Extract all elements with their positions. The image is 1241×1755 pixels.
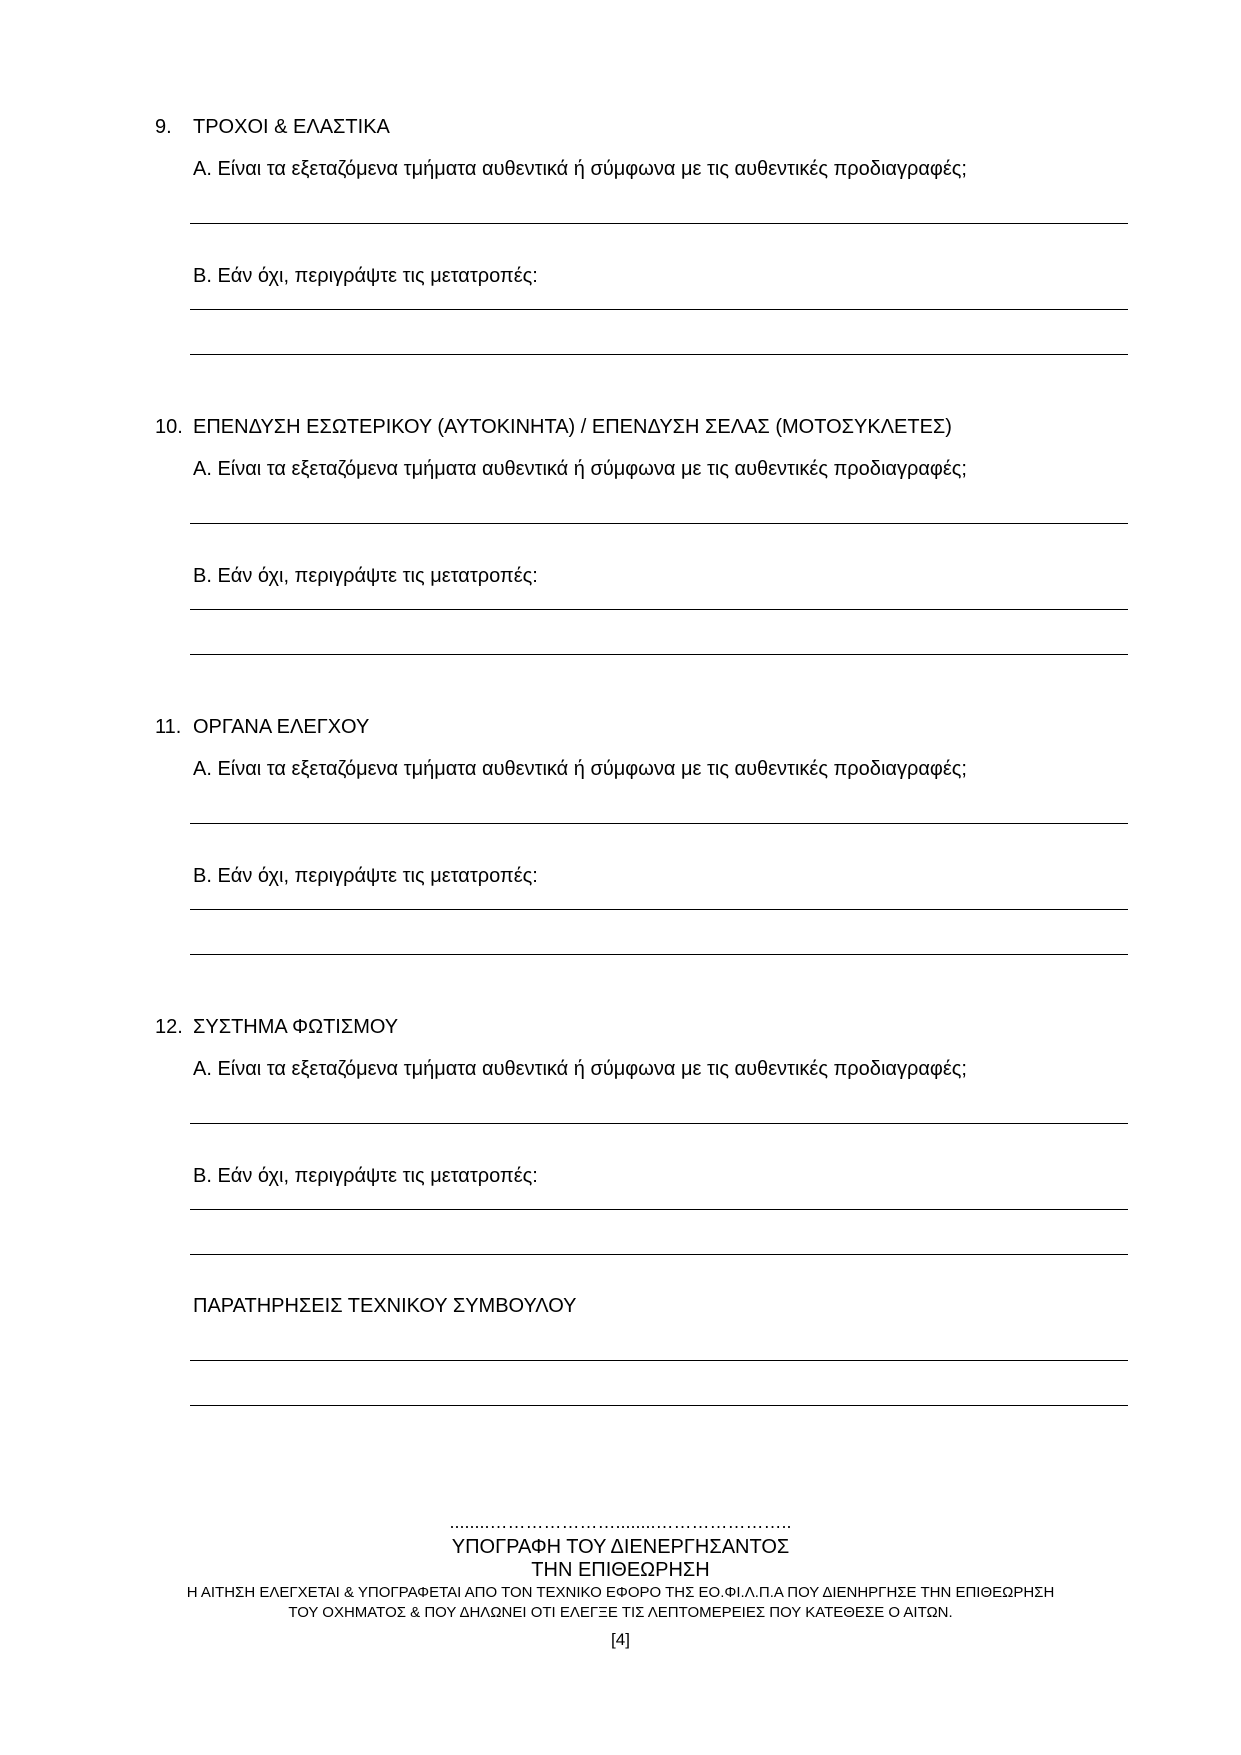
section-10-heading: [155, 415, 952, 439]
answer-line-b2[interactable]: [190, 354, 1128, 355]
section-title: ΣΥΣΤΗΜΑ ΦΩΤΙΣΜΟΥ: [193, 1016, 399, 1038]
section-number: 11.: [155, 716, 182, 738]
section-11-heading: [155, 715, 369, 739]
signature-caption-line1: ΥΠΟΓΡΑΦΗ ΤΟΥ ΔΙΕΝΕΡΓΗΣΑΝΤΟΣ: [451, 1536, 790, 1558]
page-number: [4]: [611, 1630, 630, 1649]
footnote-line2: ΤΟΥ ΟΧΗΜΑΤΟΣ & ΠΟΥ ΔΗΛΩΝΕΙ ΟΤΙ ΕΛΕΓΞΕ ΤΙΣ ΛΕΠΤΟΜΕΡΕΙΕΣ ΠΟΥ ΚΑΤΕΘΕΣΕ Ο ΑΙΤΩΝ.: [288, 1604, 953, 1621]
answer-line-a[interactable]: [190, 1123, 1128, 1124]
question-b: Β. Εάν όχι, περιγράψτε τις μετατροπές:: [193, 1165, 538, 1187]
question-a: Α. Είναι τα εξεταζόμενα τμήματα αυθεντικά ή σύμφωνα με τις αυθεντικές προδιαγραφές;: [193, 758, 967, 780]
section-number: 10.: [155, 416, 183, 438]
answer-line-b1[interactable]: [190, 909, 1128, 910]
question-a: Α. Είναι τα εξεταζόμενα τμήματα αυθεντικά ή σύμφωνα με τις αυθεντικές προδιαγραφές;: [193, 158, 967, 180]
signature-caption-line2: ΤΗΝ ΕΠΙΘΕΩΡΗΣΗ: [531, 1559, 710, 1581]
section-12-heading: [155, 1015, 398, 1039]
answer-line-b1[interactable]: [190, 1209, 1128, 1210]
signature-dotted-line[interactable]: ........…………………........…………………..: [449, 1512, 792, 1532]
section-title: ΕΠΕΝΔΥΣΗ ΕΣΩΤΕΡΙΚΟΥ (ΑΥΤΟΚΙΝΗΤΑ) / ΕΠΕΝΔΥΣΗ ΣΕΛΑΣ (ΜΟΤΟΣΥΚΛΕΤΕΣ): [193, 416, 952, 438]
answer-line-a[interactable]: [190, 223, 1128, 224]
remarks-line-2[interactable]: [190, 1405, 1128, 1406]
section-9-heading: [155, 115, 390, 139]
answer-line-a[interactable]: [190, 523, 1128, 524]
answer-line-b2[interactable]: [190, 954, 1128, 955]
remarks-line-1[interactable]: [190, 1360, 1128, 1361]
question-a: Α. Είναι τα εξεταζόμενα τμήματα αυθεντικά ή σύμφωνα με τις αυθεντικές προδιαγραφές;: [193, 458, 967, 480]
answer-line-b1[interactable]: [190, 309, 1128, 310]
section-title: ΤΡΟΧΟΙ & ΕΛΑΣΤΙΚΑ: [193, 116, 390, 138]
answer-line-a[interactable]: [190, 823, 1128, 824]
remarks-heading: ΠΑΡΑΤΗΡΗΣΕΙΣ ΤΕΧΝΙΚΟΥ ΣΥΜΒΟΥΛΟΥ: [193, 1295, 577, 1317]
answer-line-b2[interactable]: [190, 654, 1128, 655]
section-number: 12.: [155, 1016, 183, 1038]
question-b: Β. Εάν όχι, περιγράψτε τις μετατροπές:: [193, 865, 538, 887]
question-a: Α. Είναι τα εξεταζόμενα τμήματα αυθεντικά ή σύμφωνα με τις αυθεντικές προδιαγραφές;: [193, 1058, 967, 1080]
section-number: 9.: [155, 116, 172, 138]
section-title: ΟΡΓΑΝΑ ΕΛΕΓΧΟΥ: [193, 716, 370, 738]
answer-line-b2[interactable]: [190, 1254, 1128, 1255]
answer-line-b1[interactable]: [190, 609, 1128, 610]
footnote-line1: Η ΑΙΤΗΣΗ ΕΛΕΓΧΕΤΑΙ & ΥΠΟΓΡΑΦΕΤΑΙ ΑΠΟ ΤΟΝ ΤΕΧΝΙΚΟ ΕΦΟΡΟ ΤΗΣ ΕΟ.ΦΙ.Λ.Π.Α ΠΟΥ ΔΙΕΝΗΡΓΗΣΕ ΤΗΝ ΕΠΙΘΕΩΡΗΣΗ: [186, 1584, 1055, 1601]
question-b: Β. Εάν όχι, περιγράψτε τις μετατροπές:: [193, 565, 538, 587]
question-b: Β. Εάν όχι, περιγράψτε τις μετατροπές:: [193, 265, 538, 287]
